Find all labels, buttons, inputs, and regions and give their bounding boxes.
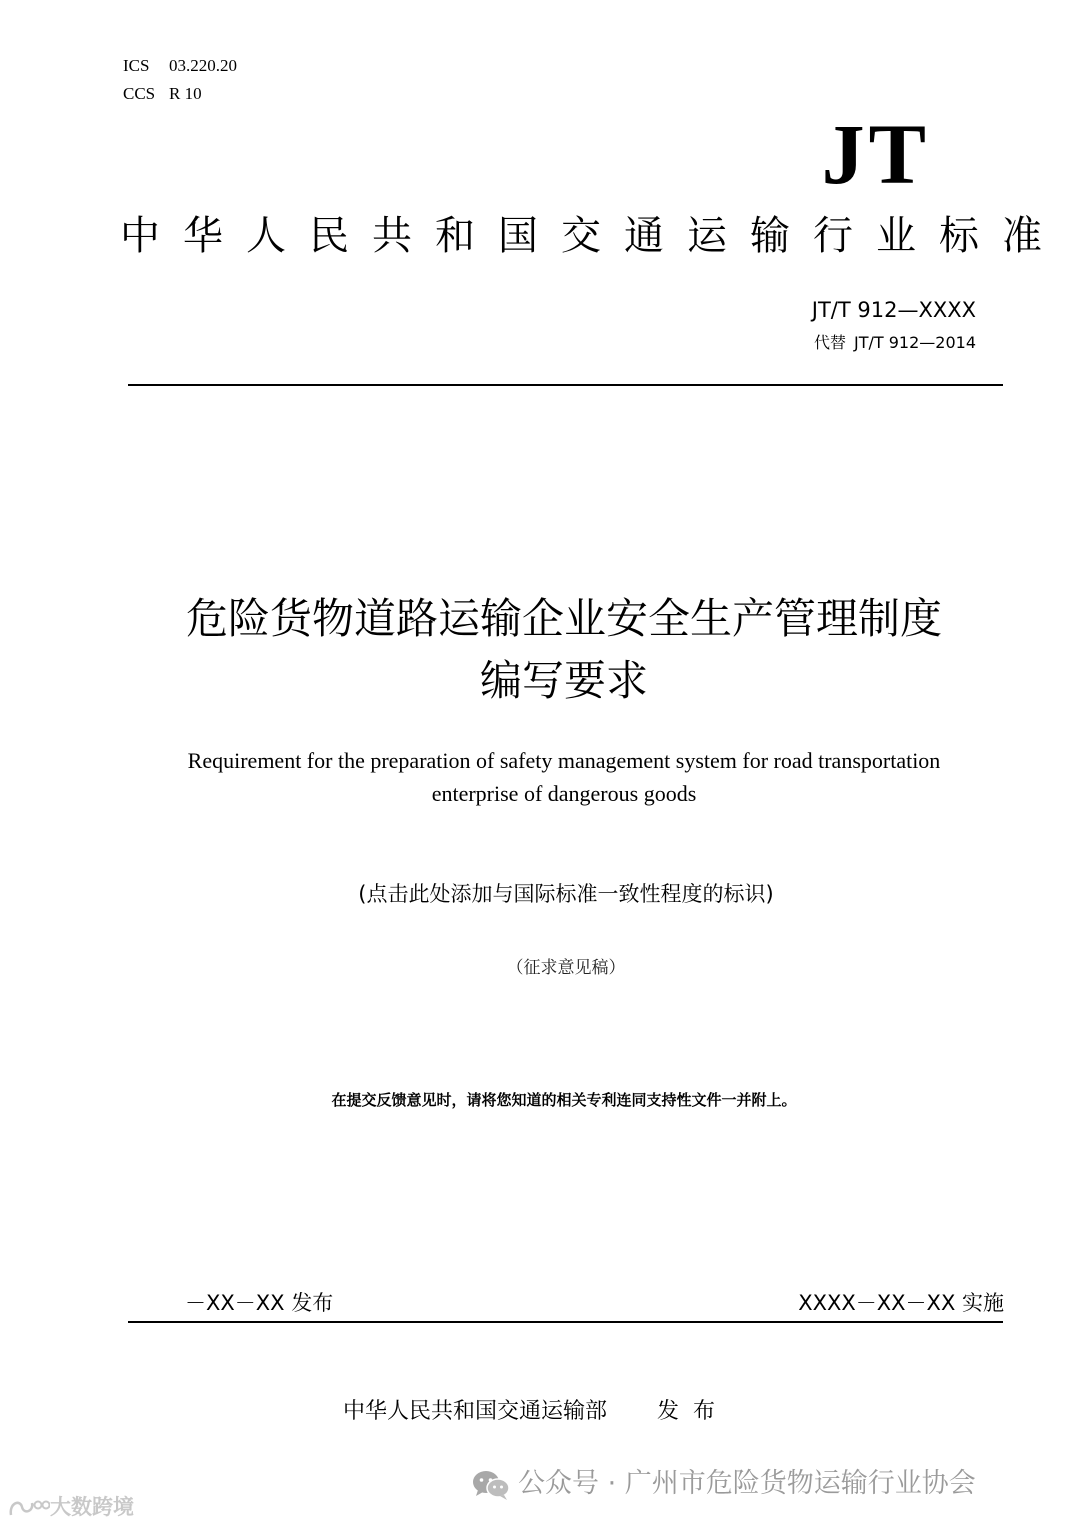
english-title-line-2: enterprise of dangerous goods — [431, 781, 697, 806]
ccs-label: CCS — [123, 84, 156, 103]
effective-date: XXXX－XX－XX 实施 — [798, 1291, 1004, 1315]
watermark-brand-text: 大数跨境 — [50, 1495, 134, 1519]
organization-title: 中华人民共和国交通运输行业标准 — [120, 213, 1065, 259]
watermark-wechat — [472, 1466, 976, 1502]
ccs-code — [123, 80, 237, 108]
chinese-title-line-2: 编写要求 — [479, 656, 648, 705]
chinese-title-line-1: 危险货物道路运输企业安全生产管理制度 — [185, 594, 942, 643]
watermark-wechat-text: 公众号 · 广州市危险货物运输行业协会 — [518, 1468, 976, 1499]
ics-label: ICS — [123, 56, 150, 75]
chinese-title — [0, 588, 1080, 712]
standard-mark: JT — [821, 106, 930, 202]
replaces-label: 代替 — [813, 333, 846, 352]
patent-notice: 在提交反馈意见时，请将您知道的相关专利连同支持性文件一并附上。 — [331, 1091, 797, 1109]
replaces-value: JT/T 912—2014 — [854, 333, 976, 352]
english-title-line-1: Requirement for the preparation of safety management system for road transportation — [187, 748, 941, 773]
ics-code — [123, 52, 237, 80]
issuer-name: 中华人民共和国交通运输部 — [343, 1399, 608, 1424]
ics-value: 03.220.20 — [169, 56, 237, 75]
standard-number: JT/T 912—XXXX — [811, 298, 976, 322]
watermark-brand — [8, 1492, 134, 1522]
ccs-value: R 10 — [169, 84, 202, 103]
english-title — [0, 744, 1080, 810]
replaces-standard — [806, 330, 976, 356]
classification-codes — [123, 52, 237, 108]
issue-date: －XX－XX 发布 — [185, 1291, 334, 1315]
draft-stage: （征求意见稿） — [506, 958, 626, 978]
header-divider — [128, 384, 1003, 386]
brand-logo-icon — [8, 1497, 50, 1519]
conformity-placeholder[interactable]: (点击此处添加与国际标准一致性程度的标识) — [358, 882, 774, 906]
issuer-action: 发布 — [657, 1399, 730, 1424]
wechat-icon — [472, 1469, 510, 1501]
issuing-authority — [343, 1396, 729, 1428]
footer-divider — [128, 1321, 1003, 1323]
